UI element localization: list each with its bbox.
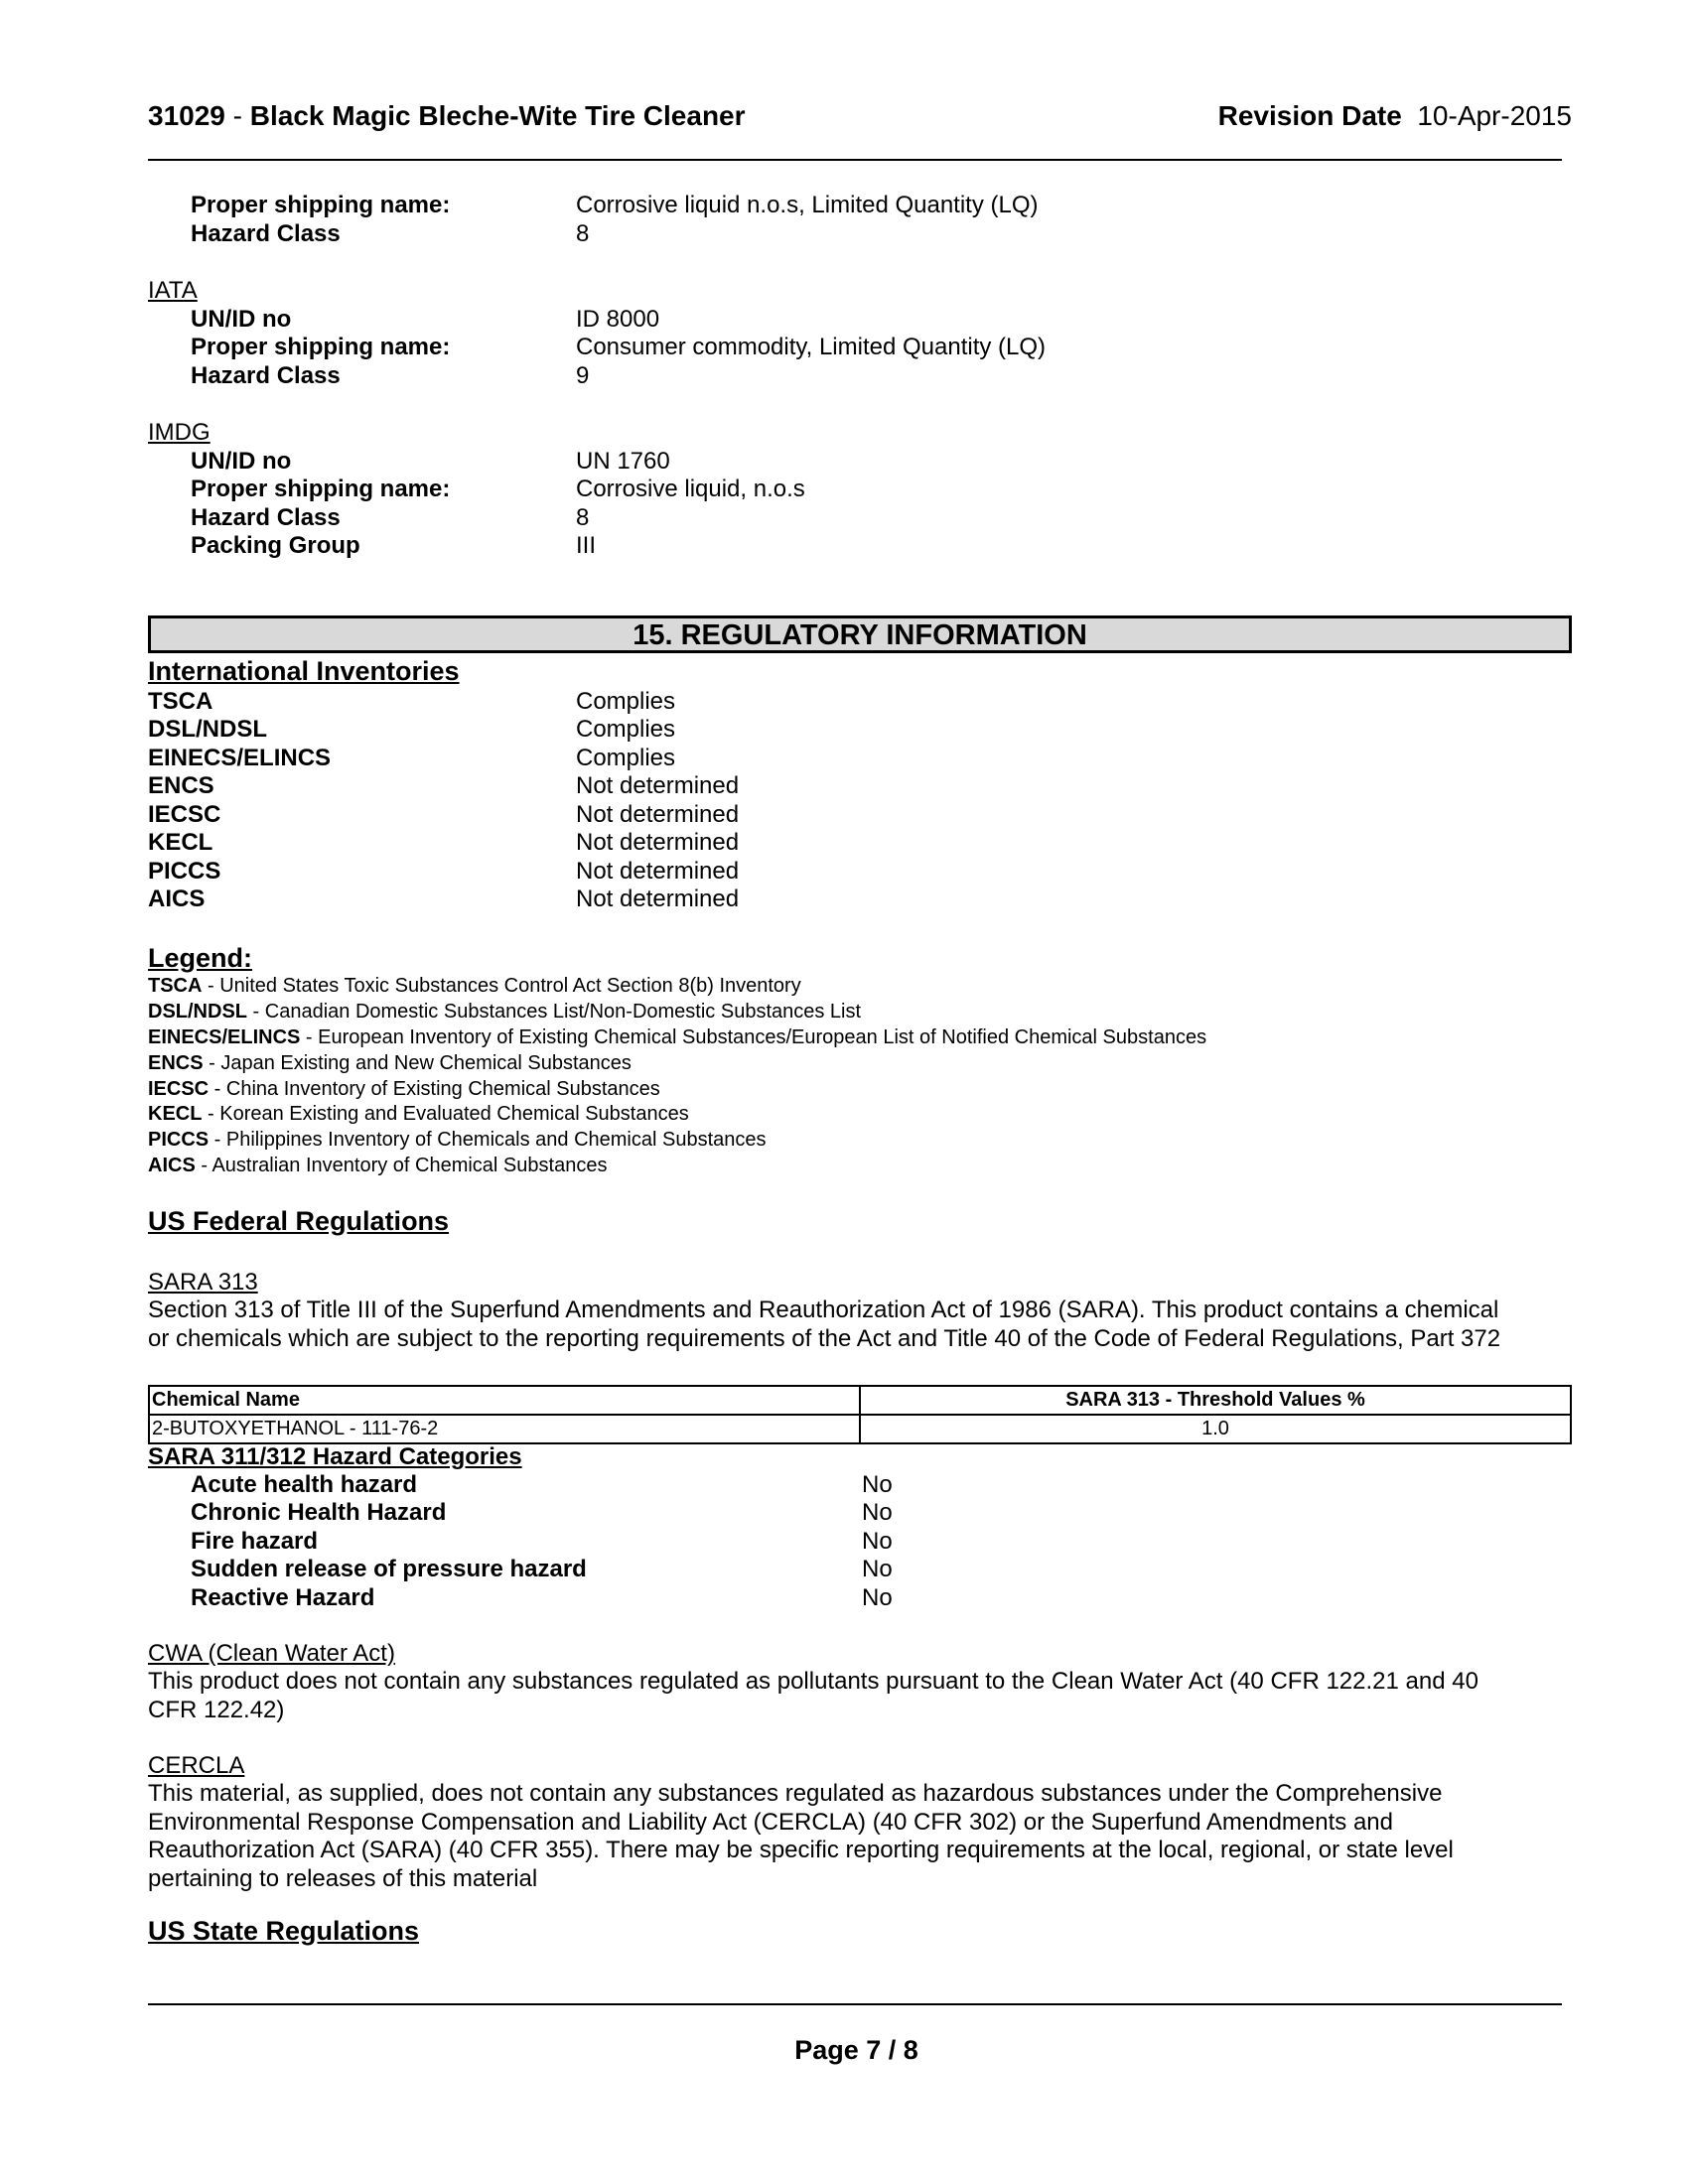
cwa-line: CFR 122.42) (148, 1696, 285, 1723)
iata-shipping-value: Consumer commodity, Limited Quantity (LQ) (576, 334, 1047, 360)
legend-text: - Canadian Domestic Substances List/Non-Domestic Substances List (247, 1001, 862, 1023)
inventory-value: Not determined (576, 829, 740, 856)
inventory-value: Not determined (576, 801, 740, 828)
imdg-packing-value: III (576, 532, 597, 559)
legend-item (148, 1052, 632, 1075)
imdg-hazard-value: 8 (576, 504, 590, 531)
imdg-hazard-label: Hazard Class (191, 504, 341, 531)
threshold-cell: 1.0 (860, 1415, 1571, 1443)
iata-shipping-label: Proper shipping name: (191, 334, 451, 360)
document-header (148, 100, 746, 132)
hazard-value: No (862, 1471, 893, 1498)
legend-abbr: DSL/NDSL (148, 1001, 247, 1023)
col-threshold: SARA 313 - Threshold Values % (860, 1386, 1571, 1415)
hazard-value: No (862, 1499, 893, 1526)
inventory-label: TSCA (148, 688, 213, 715)
header-separator: - (224, 100, 250, 131)
inventory-label: PICCS (148, 858, 221, 885)
iata-hazard-label: Hazard Class (191, 362, 341, 389)
iata-title: IATA (148, 277, 198, 304)
legend-text: - Japan Existing and New Chemical Substances (203, 1052, 632, 1074)
cwa-title: CWA (Clean Water Act) (148, 1640, 395, 1667)
inventory-label: AICS (148, 886, 206, 912)
legend-item (148, 1155, 607, 1177)
legend-item (148, 1026, 1206, 1049)
iata-unid-label: UN/ID no (191, 306, 292, 333)
us-federal-title: US Federal Regulations (148, 1206, 450, 1236)
cwa-line: This product does not contain any substances regulated as pollutants pursuant to the Clean Water Act (40 CFR 122.21 and 40 (148, 1668, 1478, 1695)
legend-abbr: AICS (148, 1155, 196, 1176)
legend-text: - United States Toxic Substances Control Act Section 8(b) Inventory (202, 975, 801, 997)
imdg-shipping-value: Corrosive liquid, n.o.s (576, 476, 805, 502)
imdg-title: IMDG (148, 419, 211, 446)
inventory-value: Not determined (576, 858, 740, 885)
inventory-value: Not determined (576, 772, 740, 799)
hazard-label: Sudden release of pressure hazard (191, 1556, 587, 1582)
legend-title: Legend: (148, 943, 252, 973)
inventory-value: Complies (576, 688, 676, 715)
legend-item (148, 975, 801, 998)
product-code: 31029 (148, 100, 225, 131)
inventory-label: IECSC (148, 801, 221, 828)
revision-date: 10-Apr-2015 (1417, 100, 1572, 131)
legend-abbr: ENCS (148, 1052, 204, 1074)
legend-item (148, 1103, 689, 1126)
cercla-line: Reauthorization Act (SARA) (40 CFR 355). There may be specific reporting requirements at the local, regional, or state level (148, 1837, 1454, 1863)
cercla-text (148, 1780, 1568, 1893)
hazard-categories-title: SARA 311/312 Hazard Categories (148, 1443, 522, 1470)
inventory-label: KECL (148, 829, 213, 856)
legend-abbr: TSCA (148, 975, 203, 997)
cercla-line: pertaining to releases of this material (148, 1864, 538, 1892)
legend-abbr: PICCS (148, 1129, 210, 1151)
imdg-unid-label: UN/ID no (191, 448, 292, 475)
iata-hazard-value: 9 (576, 362, 590, 389)
hazard-label: Chronic Health Hazard (191, 1499, 447, 1526)
legend-item (148, 1078, 660, 1101)
cwa-text (148, 1668, 1568, 1724)
hazard-class-label: Hazard Class (191, 220, 341, 247)
cercla-line: This material, as supplied, does not contain any substances regulated as hazardous substances under the Comprehensive (148, 1780, 1443, 1807)
cercla-title: CERCLA (148, 1752, 245, 1779)
shipping-name-value: Corrosive liquid n.o.s, Limited Quantity (LQ) (576, 192, 1039, 218)
inventory-value: Not determined (576, 886, 740, 912)
legend-item (148, 1001, 861, 1024)
sara313-text (148, 1297, 1568, 1353)
sara313-line: or chemicals which are subject to the reporting requirements of the Act and Title 40 of the Code of Federal Regulations, Part 372 (148, 1324, 1501, 1352)
chemical-name-cell: 2-BUTOXYETHANOL - 111-76-2 (149, 1415, 860, 1443)
section-title: 15. REGULATORY INFORMATION (148, 615, 1572, 653)
legend-abbr: IECSC (148, 1078, 210, 1100)
col-chemical-name: Chemical Name (149, 1386, 860, 1415)
footer-rule (148, 2003, 1562, 2005)
legend-text: - China Inventory of Existing Chemical Substances (209, 1078, 660, 1100)
hazard-label: Reactive Hazard (191, 1584, 375, 1611)
hazard-value: No (862, 1528, 893, 1555)
hazard-class-value: 8 (576, 220, 590, 247)
inventory-label: EINECS/ELINCS (148, 745, 332, 771)
imdg-unid-value: UN 1760 (576, 448, 670, 475)
legend-item (148, 1129, 767, 1152)
hazard-value: No (862, 1556, 893, 1582)
sara313-table (148, 1385, 1572, 1444)
inventory-label: DSL/NDSL (148, 716, 267, 743)
hazard-label: Acute health hazard (191, 1471, 418, 1498)
revision-info (1218, 100, 1572, 132)
hazard-value: No (862, 1584, 893, 1611)
product-name: Black Magic Bleche-Wite Tire Cleaner (249, 100, 746, 131)
us-state-title: US State Regulations (148, 1916, 420, 1946)
revision-label: Revision Date (1217, 100, 1402, 131)
legend-abbr: EINECS/ELINCS (148, 1026, 301, 1048)
legend-abbr: KECL (148, 1103, 203, 1125)
sara313-title: SARA 313 (148, 1269, 258, 1296)
shipping-name-label: Proper shipping name: (191, 192, 451, 218)
iata-unid-value: ID 8000 (576, 306, 660, 333)
inventory-value: Complies (576, 716, 676, 743)
sara313-line: Section 313 of Title III of the Superfund Amendments and Reauthorization Act of 1986 (SARA). This product contains a chemical (148, 1297, 1499, 1323)
imdg-shipping-label: Proper shipping name: (191, 476, 451, 502)
table-row (149, 1415, 1571, 1443)
hazard-label: Fire hazard (191, 1528, 319, 1555)
inventory-label: ENCS (148, 772, 214, 799)
inventories-title: International Inventories (148, 656, 460, 686)
page-number: Page 7 / 8 (794, 2035, 918, 2065)
legend-text: - European Inventory of Existing Chemical Substances/European List of Notified Chemical Substances (300, 1026, 1207, 1048)
imdg-packing-label: Packing Group (191, 532, 360, 559)
legend-text: - Australian Inventory of Chemical Substances (195, 1155, 608, 1176)
legend-text: - Philippines Inventory of Chemicals and Chemical Substances (209, 1129, 767, 1151)
cercla-line: Environmental Response Compensation and Liability Act (CERCLA) (40 CFR 302) or the Superfund Amendments and (148, 1808, 1393, 1836)
legend-text: - Korean Existing and Evaluated Chemical Substances (202, 1103, 689, 1125)
inventory-value: Complies (576, 745, 676, 771)
header-rule (148, 159, 1562, 161)
